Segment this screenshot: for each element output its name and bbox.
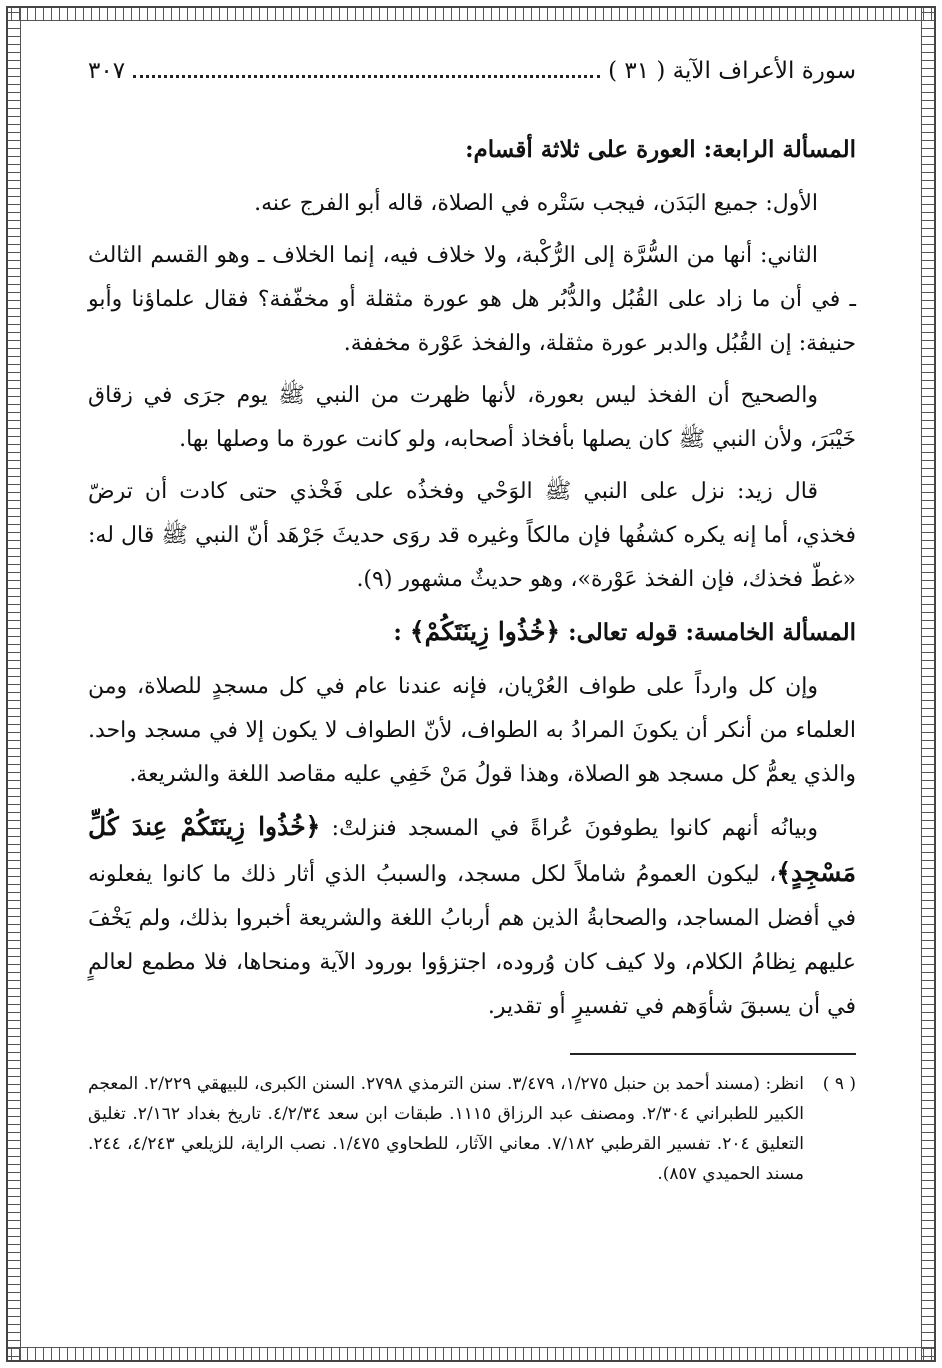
footnote	[88, 1069, 856, 1189]
paragraph-second-part: الثاني: أنها من السُّرَّة إلى الرُّكْبة، ولا خلاف فيه، إنما الخلاف ـ وهو القسم الثالث ـ في أن ما زاد على القُبُل والدُّبُر هل هو عورة مثقلة أو مخفّفة؟ فقال علماؤنا وأبو حنيفة: إن القُبُل والدبر عورة مثقلة، والفخذ عَوْرة مخففة.	[88, 243, 856, 356]
paragraph-first-part: الأول: جميع البَدَن، فيجب سَتْره في الصلاة، قاله أبو الفرج عنه.	[254, 191, 818, 216]
quran-verse-full: ﴿خُذُوا زِينَتَكُمْ عِندَ كُلِّ مَسْجِدٍ﴾	[88, 812, 856, 887]
border-right	[921, 8, 934, 1360]
header-dot-leader	[133, 75, 600, 78]
heading-fourth-issue: المسألة الرابعة: العورة على ثلاثة أقسام:	[465, 136, 856, 163]
explanation-lead: وبيانُه أنهم كانوا يطوفونَ عُراةً في المسجد فنزلتْ:	[331, 816, 818, 841]
paragraph-explanation	[88, 805, 856, 1029]
paragraph-zaid-hadith: قال زيد: نزل على النبي ﷺ الوَحْي وفخذُه على فَخْذي حتى كادت أن ترضّ فخذي، أما إنه يكره كشفُها فإن مالكاً وغيره قد روَى حديثَ جَرْهَد أنّ النبي ﷺ قال له: «غطّ فخذك، فإن الفخذ عَوْرة»، وهو حديثٌ مشهور (٩).	[88, 479, 856, 592]
page-content	[88, 58, 856, 1189]
quran-verse: ﴿خُذُوا زِينَتَكُمْ﴾	[409, 617, 561, 646]
running-header	[88, 58, 856, 94]
heading-fifth-issue	[88, 610, 856, 655]
heading5-lead: المسألة الخامسة: قوله تعالى:	[568, 619, 856, 646]
page-number: ٣٠٧	[88, 58, 126, 84]
paragraph-general-meaning: وإن كل وارداً على طواف العُرْيان، فإنه عندنا عام في كل مسجدٍ للصلاة، ومن العلماء من أنكر أن يكونَ المرادُ به الطواف، لأنّ الطواف لا يكون إلا في مسجد واحد. والذي يعمُّ كل مسجد هو الصلاة، وهذا قولُ مَنْ خَفِي عليه مقاصد اللغة والشريعة.	[88, 674, 856, 787]
explanation-rest: ، ليكون العمومُ شاملاً لكل مسجد، والسببُ الذي أثار ذلك ما كانوا يفعلونه في أفضل المساجد، والصحابةُ الذين هم أربابُ اللغة والشريعة أخبروا بذلك، ولم يَخْفَ عليهم نِظامُ الكلام، ولا كيف كان وُروده، اجتزؤوا بورود الآية ومنحاها، فلا مطمع لعالمٍ في أن يسبقَ شأوَهم في تفسيرٍ أو تقدير.	[88, 862, 856, 1019]
header-title: سورة الأعراف الآية ( ٣١ )	[608, 58, 856, 84]
border-left	[8, 8, 21, 1360]
paragraph-correct-view: والصحيح أن الفخذ ليس بعورة، لأنها ظهرت من النبي ﷺ يوم جرَى في زقاق خَيْبَرَ، ولأن النبي ﷺ كان يصلها بأفخاذ أصحابه، ولو كانت عورة ما وصلها بها.	[88, 383, 856, 452]
border-top	[8, 8, 934, 21]
footnote-number: ( ٩ )	[822, 1074, 856, 1094]
footnote-text: انظر: (مسند أحمد بن حنبل ١/٢٧٥، ٣/٤٧٩. سنن الترمذي ٢٧٩٨. السنن الكبرى، للبيهقي ٢/٢٢٩. المعجم الكبير للطبراني ٢/٣٠٤. ومصنف عبد الرزاق ١١١٥. طبقات ابن سعد ٤/٢/٣٤. تاريخ بغداد ٢/١٦٢. تغليق التعليق ٢٠٤. تفسير القرطبي ٧/١٨٢. معاني الآثار، للطحاوي ١/٤٧٥. نصب الراية، للزيلعي ٤/٢٤٣، ٢٤٤. مسند الحميدي ٨٥٧).	[88, 1074, 805, 1184]
heading5-colon: :	[393, 619, 402, 646]
footnote-separator	[570, 1053, 856, 1055]
border-bottom	[8, 1347, 934, 1360]
